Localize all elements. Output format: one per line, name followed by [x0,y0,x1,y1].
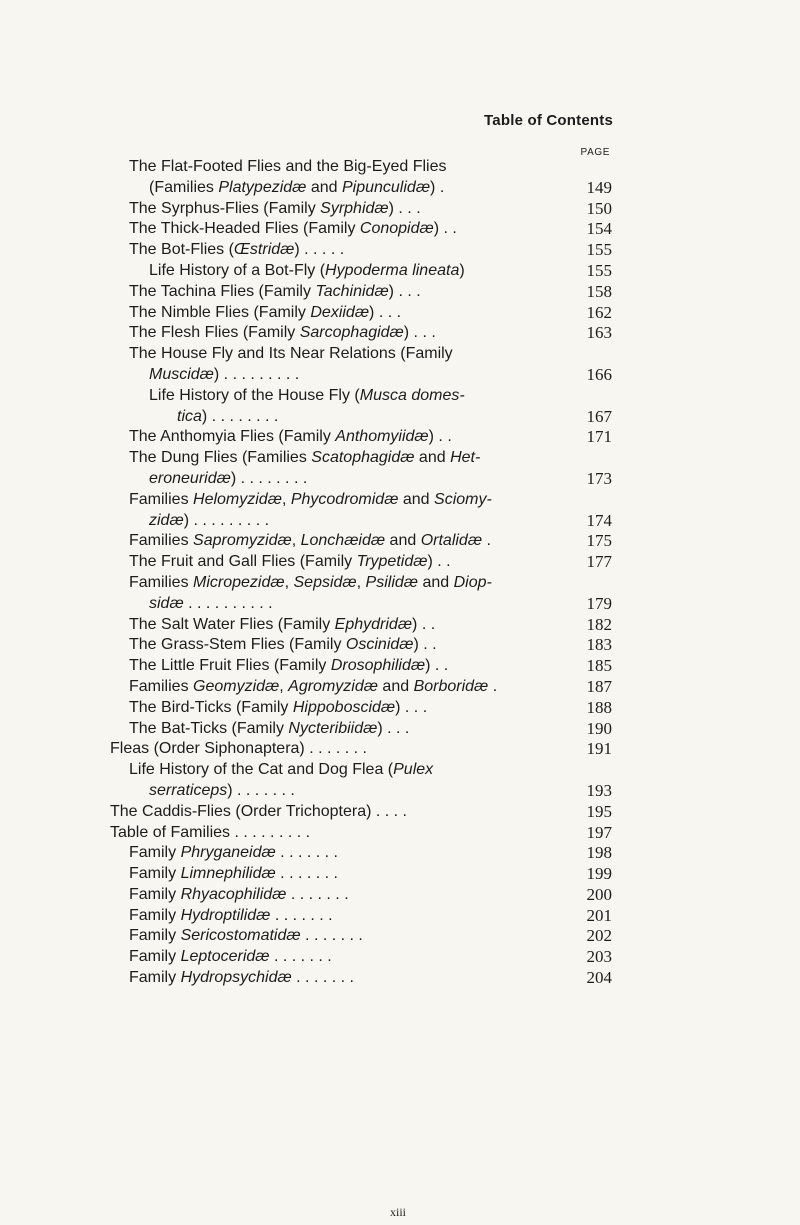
toc-entry [0,802,800,823]
toc-entry-title: Families Micropezidæ, Sepsidæ, Psilidæ and Diop- [129,573,492,591]
page-column-label: PAGE [580,147,610,158]
toc-page-number: 154 [586,219,612,239]
toc-entry-title: Life History of the Cat and Dog Flea (Pulex [129,761,434,779]
toc-page-number: 182 [586,614,612,634]
toc-page-number: 183 [586,635,612,655]
toc-entry-title: Family Hydropsychidæ . . . . . . . [129,969,354,987]
toc-entry [0,282,800,303]
toc-entry-title: The Bird-Ticks (Family Hippoboscidæ) . . . [129,698,428,716]
toc-page-number: 199 [586,864,612,884]
toc-entry-title: Families Helomyzidæ, Phycodromidæ and Sciomy- [129,490,492,508]
toc-page-number: 204 [586,968,612,988]
toc-entry-title: Life History of a Bot-Fly (Hypoderma lineata) [149,261,465,279]
toc-page-number: 179 [586,593,612,613]
toc-entry-title: sidæ . . . . . . . . . . [149,594,273,612]
toc-entry-title: The Dung Flies (Families Scatophagidæ and Het- [129,449,481,467]
toc-entry [0,573,800,615]
toc-page-number: 195 [586,801,612,821]
running-head: Table of Contents [484,112,613,129]
toc-page-number: 150 [586,198,612,218]
toc-entry-title: The Tachina Flies (Family Tachinidæ) . . . [129,282,421,300]
toc-entry-title: The Syrphus-Flies (Family Syrphidæ) . . . [129,199,421,217]
toc-entry [0,885,800,906]
toc-entry-title: Fleas (Order Siphonaptera) . . . . . . . [110,740,367,758]
toc-entry [0,677,800,698]
toc-entry-title: Family Limnephilidæ . . . . . . . [129,865,338,883]
toc-page-number: 203 [586,947,612,967]
toc-entry [0,698,800,719]
toc-entry-title: zidæ) . . . . . . . . . [149,511,270,529]
toc-entry-title: tica) . . . . . . . . [177,407,279,425]
toc-entry [0,656,800,677]
toc-page-number: 162 [586,302,612,322]
toc-entry-title: The Thick-Headed Flies (Family Conopidæ) . . [129,220,457,238]
toc-entry [0,906,800,927]
toc-entry [0,968,800,989]
toc-entry-title: The House Fly and Its Near Relations (Family [129,345,453,363]
toc-entry [0,448,800,490]
toc-entry-title: Family Rhyacophilidæ . . . . . . . [129,885,349,903]
toc-entry [0,240,800,261]
toc-entry-title: The Anthomyia Flies (Family Anthomyiidæ) . . [129,428,452,446]
toc-page-number: 193 [586,780,612,800]
toc-page-number: 158 [586,281,612,301]
toc-entry [0,386,800,428]
toc-entry [0,864,800,885]
toc-entry [0,552,800,573]
toc-entry [0,344,800,386]
toc-entry [0,926,800,947]
toc-page-number: 200 [586,884,612,904]
toc-entry-title: The Salt Water Flies (Family Ephydridæ) . . [129,615,436,633]
toc-page-number: 202 [586,926,612,946]
toc-entry [0,739,800,760]
toc-entry-title: Life History of the House Fly (Musca domes- [149,386,465,404]
toc-entry-title: Muscidæ) . . . . . . . . . [149,365,300,383]
toc-page-number: 188 [586,697,612,717]
toc-entry [0,823,800,844]
toc-page-number: 185 [586,656,612,676]
toc-entry-title: The Flat-Footed Flies and the Big-Eyed Flies [129,158,447,175]
toc-entry [0,531,800,552]
toc-entry [0,635,800,656]
toc-entry-title: Family Phryganeidæ . . . . . . . [129,844,338,862]
toc-page-number: 190 [586,718,612,738]
toc-entry-title: eroneuridæ) . . . . . . . . [149,469,308,487]
toc-entry [0,843,800,864]
toc-entry [0,261,800,282]
toc-entry-title: The Flesh Flies (Family Sarcophagidæ) . . . [129,324,436,342]
toc-entry-title: Table of Families . . . . . . . . . [110,823,311,841]
toc-page-number: 171 [586,427,612,447]
toc-page-number: 187 [586,676,612,696]
toc-entry-title: Family Hydroptilidæ . . . . . . . [129,906,333,924]
toc-entry [0,323,800,344]
toc-entry [0,427,800,448]
toc-entry-title: serraticeps) . . . . . . . [149,781,295,799]
toc-page-number: 201 [586,905,612,925]
toc-entry-title: The Bot-Flies (Œstridæ) . . . . . [129,241,345,259]
toc-entry [0,719,800,740]
toc-entry [0,947,800,968]
toc-entry [0,490,800,532]
toc-page-number: 155 [586,240,612,260]
toc-page-number: 173 [586,468,612,488]
toc-page-number: 175 [586,531,612,551]
toc-page-number: 191 [586,739,612,759]
toc-entry-title: The Little Fruit Flies (Family Drosophilidæ) . . [129,657,449,675]
toc-entry-title: Family Leptoceridæ . . . . . . . [129,948,332,966]
toc-page-number: 167 [586,406,612,426]
toc-entry [0,615,800,636]
toc-entry-title: The Bat-Ticks (Family Nycteribiidæ) . . . [129,719,410,737]
toc-entry [0,760,800,802]
toc-page-number: 174 [586,510,612,530]
table-of-contents [0,157,800,989]
toc-entry-title: Family Sericostomatidæ . . . . . . . [129,927,363,945]
toc-entry-title: The Fruit and Gall Flies (Family Trypetidæ) . . [129,553,451,571]
toc-page-number: 149 [586,177,612,197]
toc-entry-title: (Families Platypezidæ and Pipunculidæ) . [149,178,445,196]
toc-entry-title: The Nimble Flies (Family Dexiidæ) . . . [129,303,402,321]
toc-entry [0,303,800,324]
toc-entry-title: The Caddis-Flies (Order Trichoptera) . . . . [110,802,407,820]
toc-entry-title: Families Geomyzidæ, Agromyzidæ and Borboridæ . [129,677,498,695]
toc-page-number: 177 [586,552,612,572]
toc-entry [0,199,800,220]
toc-page-number: 166 [586,364,612,384]
toc-page-number: 197 [586,822,612,842]
toc-entry-title: The Grass-Stem Flies (Family Oscinidæ) . . [129,636,437,654]
page-folio: xiii [390,1205,407,1219]
toc-entry-title: Families Sapromyzidæ, Lonchæidæ and Ortalidæ . [129,532,491,550]
toc-entry [0,219,800,240]
toc-page-number: 198 [586,843,612,863]
toc-entry [0,157,800,199]
toc-page-number: 155 [586,260,612,280]
toc-page-number: 163 [586,323,612,343]
